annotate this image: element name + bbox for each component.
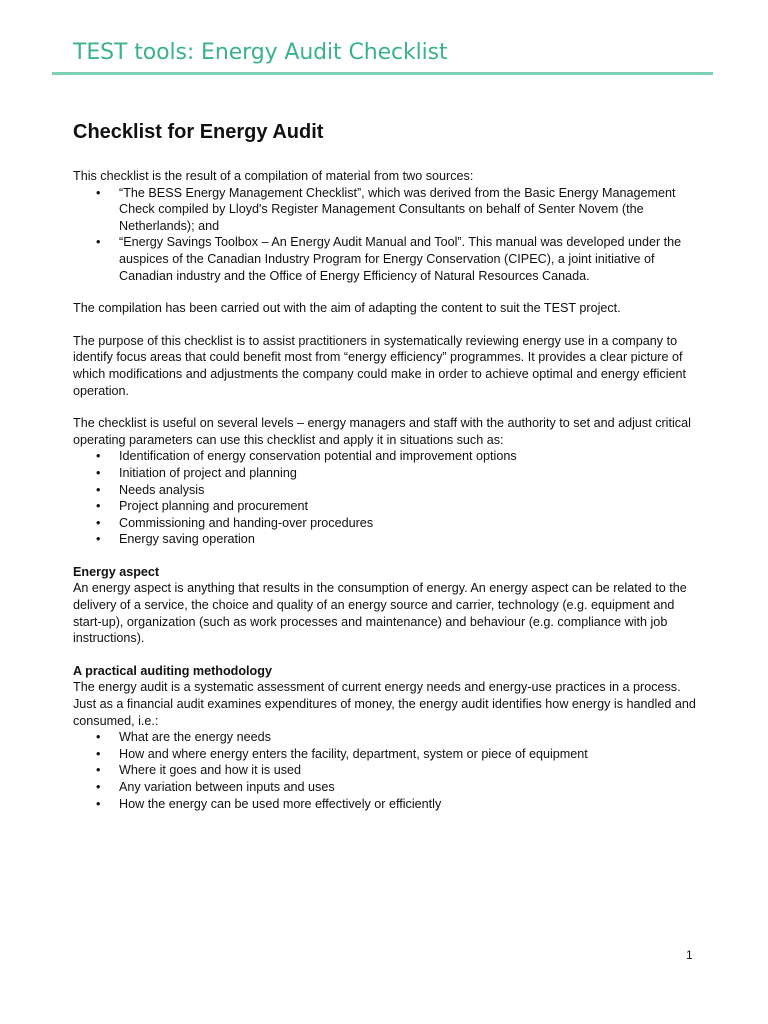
bullet-icon: •	[96, 499, 101, 514]
list-item-text: “Energy Savings Toolbox – An Energy Audit Manual and Tool”. This manual was developed under the auspices of the Canadian Industry Program for Energy Conservation (CIPEC), a joint initiative of Canadian industry and the Office of Energy Efficiency of Natural Resources Canada.	[119, 235, 682, 283]
bullet-icon: •	[96, 235, 101, 250]
bullet-icon: •	[96, 515, 101, 530]
situations-list	[73, 448, 697, 548]
bullet-icon: •	[96, 746, 101, 761]
list-item	[73, 465, 697, 482]
list-item-text: Where it goes and how it is used	[119, 763, 302, 778]
header-title: TEST tools: Energy Audit Checklist	[73, 40, 448, 65]
bullet-icon: •	[96, 482, 101, 497]
list-item-text: Commissioning and handing-over procedures	[119, 515, 374, 530]
list-item	[73, 498, 697, 515]
energy-aspect-heading: Energy aspect	[73, 564, 160, 579]
list-item	[73, 762, 697, 779]
methodology-paragraph: The energy audit is a systematic assessment of current energy needs and energy-use practices in a process. Just as a financial audit examines expenditures of money, the energy audit identifies how energy is handled and consumed, i.e.:	[73, 680, 696, 728]
list-item-text: What are the energy needs	[119, 730, 271, 745]
list-item-text: “The BESS Energy Management Checklist”, which was derived from the Basic Energy Management Check compiled by Lloyd's Register Management Consultants on behalf of Senter Novem (the Netherlands); and	[119, 185, 676, 233]
purpose-paragraph: The purpose of this checklist is to assist practitioners in systematically reviewing energy use in a company to identify focus areas that could benefit most from “energy efficiency” programmes. It provides a clear picture of which modifications and adjustments the company could make in order to achieve optimal and energy efficient operation.	[73, 333, 687, 398]
list-item-text: Identification of energy conservation potential and improvement options	[119, 449, 517, 464]
list-item	[73, 796, 697, 813]
sources-list	[73, 185, 697, 285]
header-divider	[52, 72, 713, 75]
intro-paragraph: This checklist is the result of a compilation of material from two sources:	[73, 169, 474, 183]
bullet-icon: •	[96, 449, 101, 464]
list-item-text: How and where energy enters the facility, department, system or piece of equipment	[119, 746, 588, 761]
bullet-icon: •	[96, 763, 101, 778]
energy-aspect-paragraph: An energy aspect is anything that results in the consumption of energy. An energy aspect can be related to the delivery of a service, the choice and quality of an energy source and carrier, technology (e.g. equipment and start-up), organization (such as work processes and maintenance) and behaviour (e.g. compliance with job instructions).	[73, 581, 687, 646]
page-title: Checklist for Energy Audit	[73, 121, 324, 143]
page-number: 1	[686, 948, 693, 962]
list-item-text: Any variation between inputs and uses	[119, 780, 335, 794]
bullet-icon: •	[96, 532, 101, 547]
compilation-paragraph: The compilation has been carried out with the aim of adapting the content to suit the TEST project.	[73, 301, 621, 316]
document-body	[73, 118, 697, 812]
list-item	[73, 515, 697, 532]
list-item	[73, 448, 697, 465]
list-item-text: Project planning and procurement	[119, 499, 309, 514]
list-item	[73, 746, 697, 763]
methodology-list	[73, 729, 697, 812]
list-item	[73, 779, 697, 796]
list-item-text: Initiation of project and planning	[119, 465, 297, 480]
list-item-text: Energy saving operation	[119, 532, 255, 547]
list-item	[73, 185, 697, 235]
levels-paragraph: The checklist is useful on several levels – energy managers and staff with the authority to set and adjust critical operating parameters can use this checklist and apply it in situations such as:	[73, 416, 691, 447]
bullet-icon: •	[96, 730, 101, 745]
bullet-icon: •	[96, 465, 101, 480]
list-item	[73, 234, 697, 284]
bullet-icon: •	[96, 185, 101, 200]
bullet-icon: •	[96, 780, 101, 794]
list-item-text: How the energy can be used more effectively or efficiently	[119, 796, 442, 811]
list-item	[73, 729, 697, 746]
bullet-icon: •	[96, 796, 101, 811]
list-item-text: Needs analysis	[119, 482, 205, 497]
list-item	[73, 531, 697, 548]
list-item	[73, 482, 697, 499]
methodology-heading: A practical auditing methodology	[73, 663, 272, 678]
